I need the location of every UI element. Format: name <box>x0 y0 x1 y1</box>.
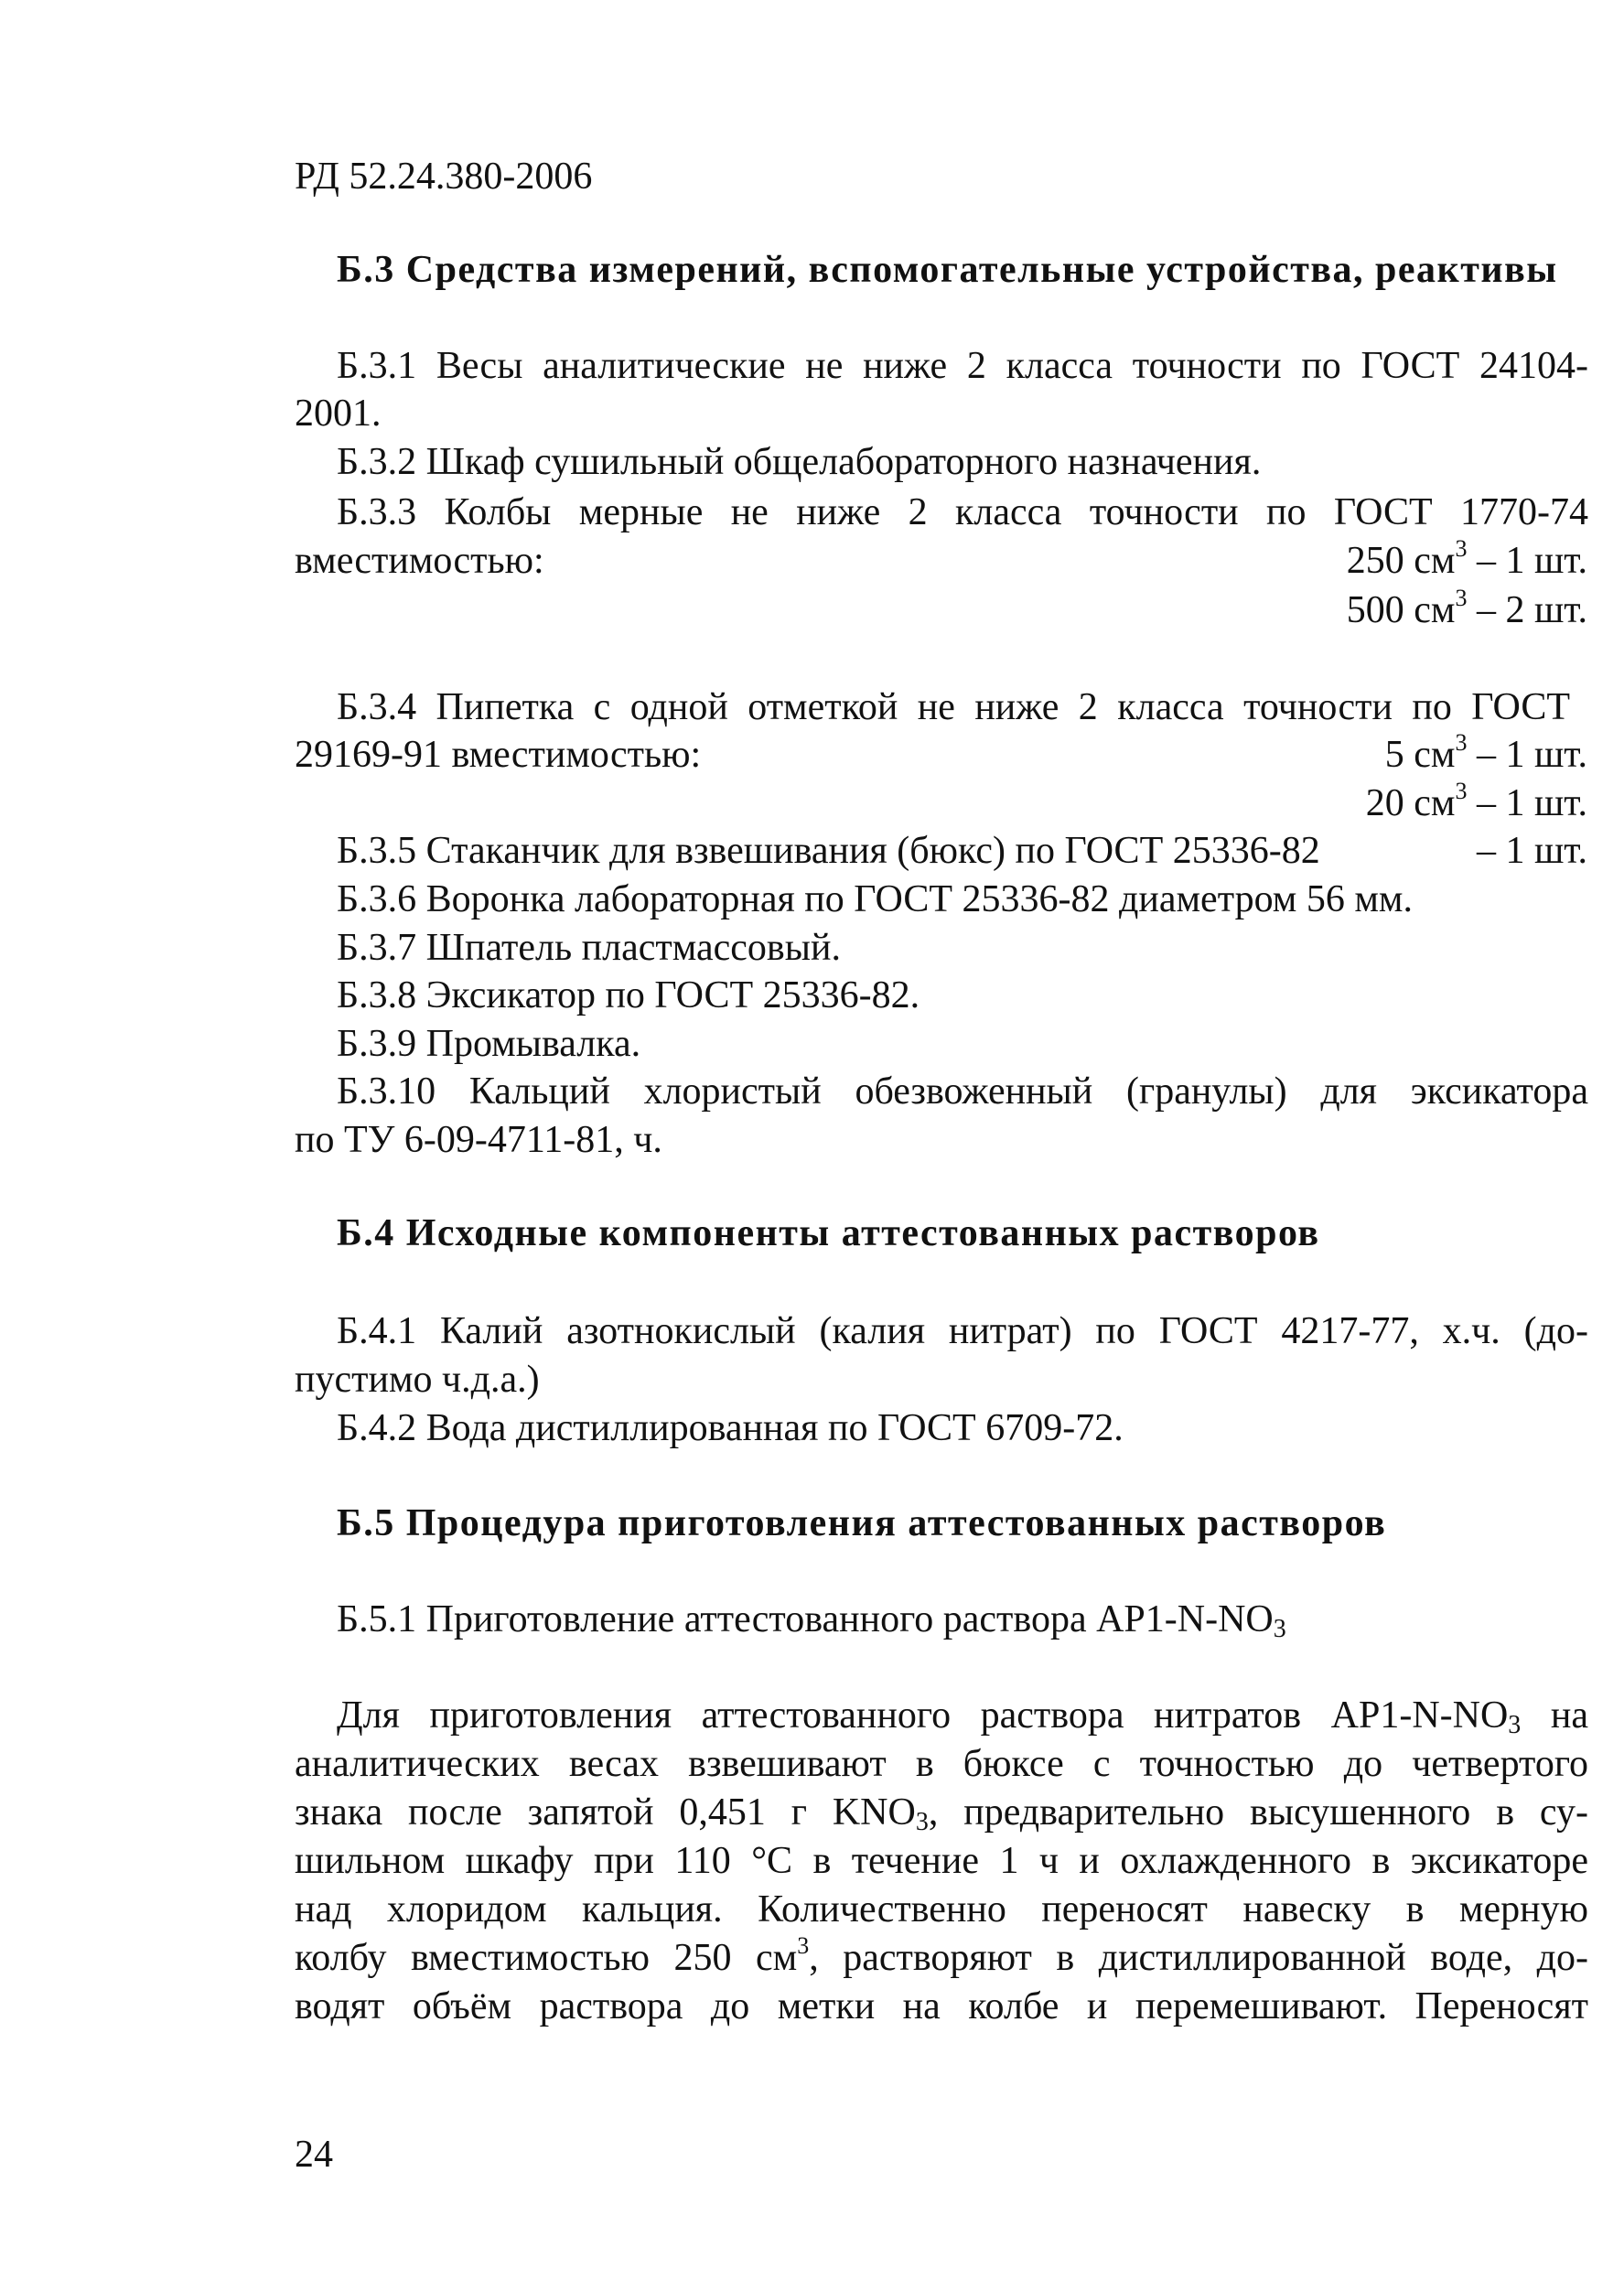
page-number: 24 <box>295 2134 333 2176</box>
paragraph-line-7: водят объём раствора до метки на колбе и перемешивают. Переносят <box>295 1985 1588 2027</box>
paragraph-line-1: Для приготовления аттестованного раствора нитратов $АР1-N-NO_3$ на <box>337 1694 1588 1739</box>
item-b4-1-line2: пустимо ч.д.а.) <box>295 1359 540 1401</box>
item-b3-1-line2: 2001. <box>295 393 382 435</box>
paragraph-line-4: шильном шкафу при 110 °С в течение 1 ч и охлажденного в эксикаторе <box>295 1840 1588 1882</box>
paragraph-line-6: колбу вместимостью 250 $см^3$, растворяют в дистиллированной воде, до- <box>295 1932 1588 1979</box>
item-b3-10-line2: по ТУ 6-09-4711-81, ч. <box>295 1119 662 1161</box>
section-heading-b3: Б.3 Средства измерений, вспомогательные устройства, реактивы <box>337 249 1558 291</box>
item-b3-6: Б.3.6 Воронка лабораторная по ГОСТ 25336-82 диаметром 56 мм. <box>337 878 1413 920</box>
item-b4-1-line1: Б.4.1 Калий азотнокислый (калия нитрат) по ГОСТ 4217-77, х.ч. (до- <box>337 1310 1588 1352</box>
item-b3-8: Б.3.8 Эксикатор по ГОСТ 25336-82. <box>337 974 920 1016</box>
item-b5-1: Б.5.1 Приготовление аттестованного раствора $АР1-N-NO_3$ <box>337 1598 1286 1643</box>
item-b3-4-line2: 29169-91 вместимостью: <box>295 734 702 776</box>
item-b3-1-line1: Б.3.1 Весы аналитические не ниже 2 класса точности по ГОСТ 24104- <box>337 345 1588 387</box>
paragraph-line-2: аналитических весах взвешивают в бюксе с точностью до четвертого <box>295 1743 1588 1785</box>
item-b3-10-line1: Б.3.10 Кальций хлористый обезвоженный (гранулы) для эксикатора <box>337 1070 1588 1113</box>
item-b3-4-line1: Б.3.4 Пипетка с одной отметкой не ниже 2 класса точности по ГОСТ <box>337 686 1570 728</box>
quantity-250ml: 250 $см^3 - 1$ шт. <box>1346 535 1587 582</box>
section-heading-b5: Б.5 Процедура приготовления аттестованных растворов <box>337 1502 1387 1544</box>
document-code: РД 52.24.380-2006 <box>295 156 593 198</box>
item-b3-5-quantity: – 1 шт. <box>1476 830 1587 872</box>
item-b3-3-line1: Б.3.3 Колбы мерные не ниже 2 класса точности по ГОСТ 1770-74 <box>337 491 1588 533</box>
quantity-20ml: 20 $см^3 - 1$ шт. <box>1365 778 1587 824</box>
item-b3-7: Б.3.7 Шпатель пластмассовый. <box>337 927 841 969</box>
item-b3-3-line2: вместимостью: <box>295 540 544 582</box>
quantity-500ml: 500 $см^3 - 2$ шт. <box>1346 585 1587 631</box>
paragraph-line-5: над хлоридом кальция. Количественно переносят навеску в мерную <box>295 1888 1588 1930</box>
item-b4-2: Б.4.2 Вода дистиллированная по ГОСТ 6709-72. <box>337 1407 1124 1449</box>
quantity-5ml: 5 $см^3 - 1$ шт. <box>1384 729 1587 776</box>
item-b3-9: Б.3.9 Промывалка. <box>337 1023 641 1065</box>
section-heading-b4: Б.4 Исходные компоненты аттестованных растворов <box>337 1212 1320 1254</box>
paragraph-line-3: знака после запятой 0,451 г $KNO_3$, предварительно высушенного в су- <box>295 1791 1589 1836</box>
item-b3-5: Б.3.5 Стаканчик для взвешивания (бюкс) по ГОСТ 25336-82 <box>337 830 1320 872</box>
item-b3-2: Б.3.2 Шкаф сушильный общелабораторного назначения. <box>337 441 1262 483</box>
